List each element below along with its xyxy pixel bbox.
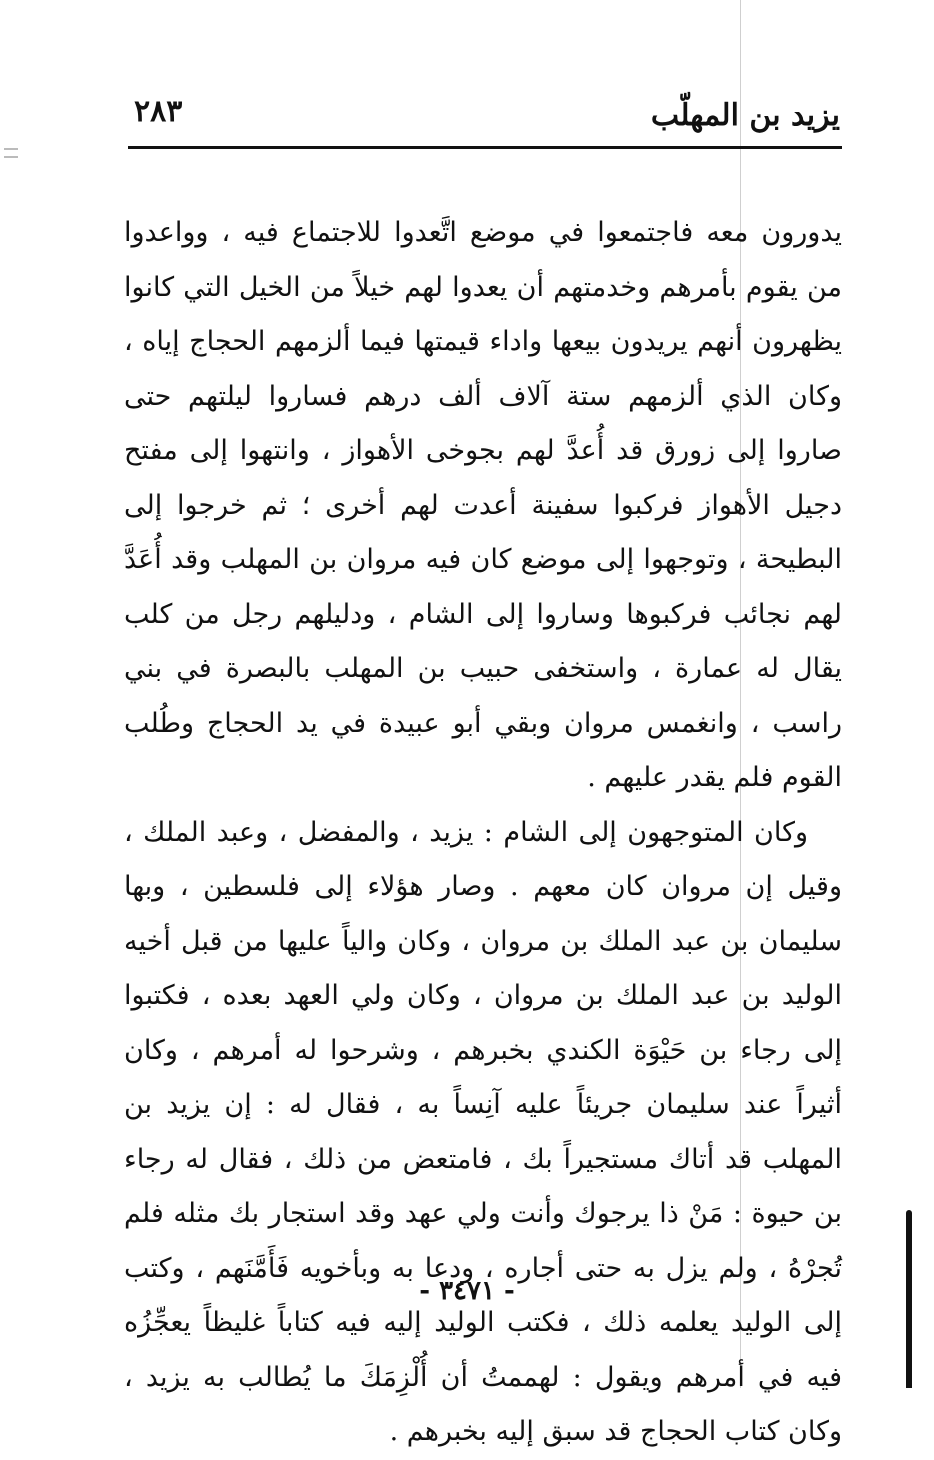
header-page-number: ٢٨٣ [134, 94, 183, 129]
header-rule [128, 146, 842, 149]
page-header [128, 90, 842, 142]
margin-mark [4, 148, 18, 150]
margin-mark [4, 156, 18, 158]
scan-edge-mark [906, 1210, 912, 1388]
running-title: يزيد بن المهلّب [650, 98, 840, 133]
paragraph: وكان المتوجهون إلى الشام : يزيد ، والمفضل ، وعبد الملك ، وقيل إن مروان كان معهم . وصار هؤلاء إلى فلسطين ، وبها سليمان بن عبد الملك بن مروان ، وكان والياً عليها من قبل أخيه الوليد بن عبد الملك بن مروان ، وكان ولي العهد بعده ، فكتبوا إلى رجاء بن حَيْوَة الكندي بخبرهم ، وشرحوا له أمرهم ، وكان أثيراً عند سليمان جريئاً عليه آنِساً به ، فقال له : إن يزيد بن المهلب قد أتاك مستجيراً بك ، فامتعض من ذلك ، فقال له رجاء بن حيوة : مَنْ ذا يرجوك وأنت ولي عهد وقد استجار بك مثله فلم تُجرْهُ ، ولم يزل به حتى أجاره ، ودعا به وبأخويه فَأَمَّنَهم ، وكتب إلى الوليد يعلمه ذلك ، فكتب الوليد إليه فيه كتاباً غليظاً يعجِّزُه فيه في أمرهم ويقول : لهممتُ أن أُلْزِمَكَ ما يُطالب به يزيد ، وكان كتاب الحجاج قد سبق إليه بخبرهم . [124, 816, 842, 1447]
paragraph: يدورون معه فاجتمعوا في موضع اتَّعدوا للاجتماع فيه ، وواعدوا من يقوم بأمرهم وخدمتهم أن يعدوا لهم خيلاً من الخيل التي كانوا يظهرون أنهم يريدون بيعها واداء قيمتها فيما ألزمهم الحجاج إياه ، وكان الذي ألزمهم ستة آلاف ألف درهم فساروا ليلتهم حتى صاروا إلى زورق قد أُعدَّ لهم بجوخى الأهواز ، وانتهوا إلى مفتح دجيل الأهواز فركبوا سفينة أعدت لهم أخرى ؛ ثم خرجوا إلى البطيحة ، وتوجهوا إلى موضع كان فيه مروان بن المهلب وقد أُعَدَّ لهم نجائب فركبوها وساروا إلى الشام ، ودليلهم رجل من كلب يقال له عمارة ، واستخفى حبيب بن المهلب بالبصرة في بني راسب ، وانغمس مروان وبقي أبو عبيدة في يد الحجاج وطُلب القوم فلم يقدر عليهم . [124, 217, 843, 793]
body-text [124, 206, 842, 1460]
footer-page-number: - ٣٤٧١ - [419, 1276, 515, 1306]
